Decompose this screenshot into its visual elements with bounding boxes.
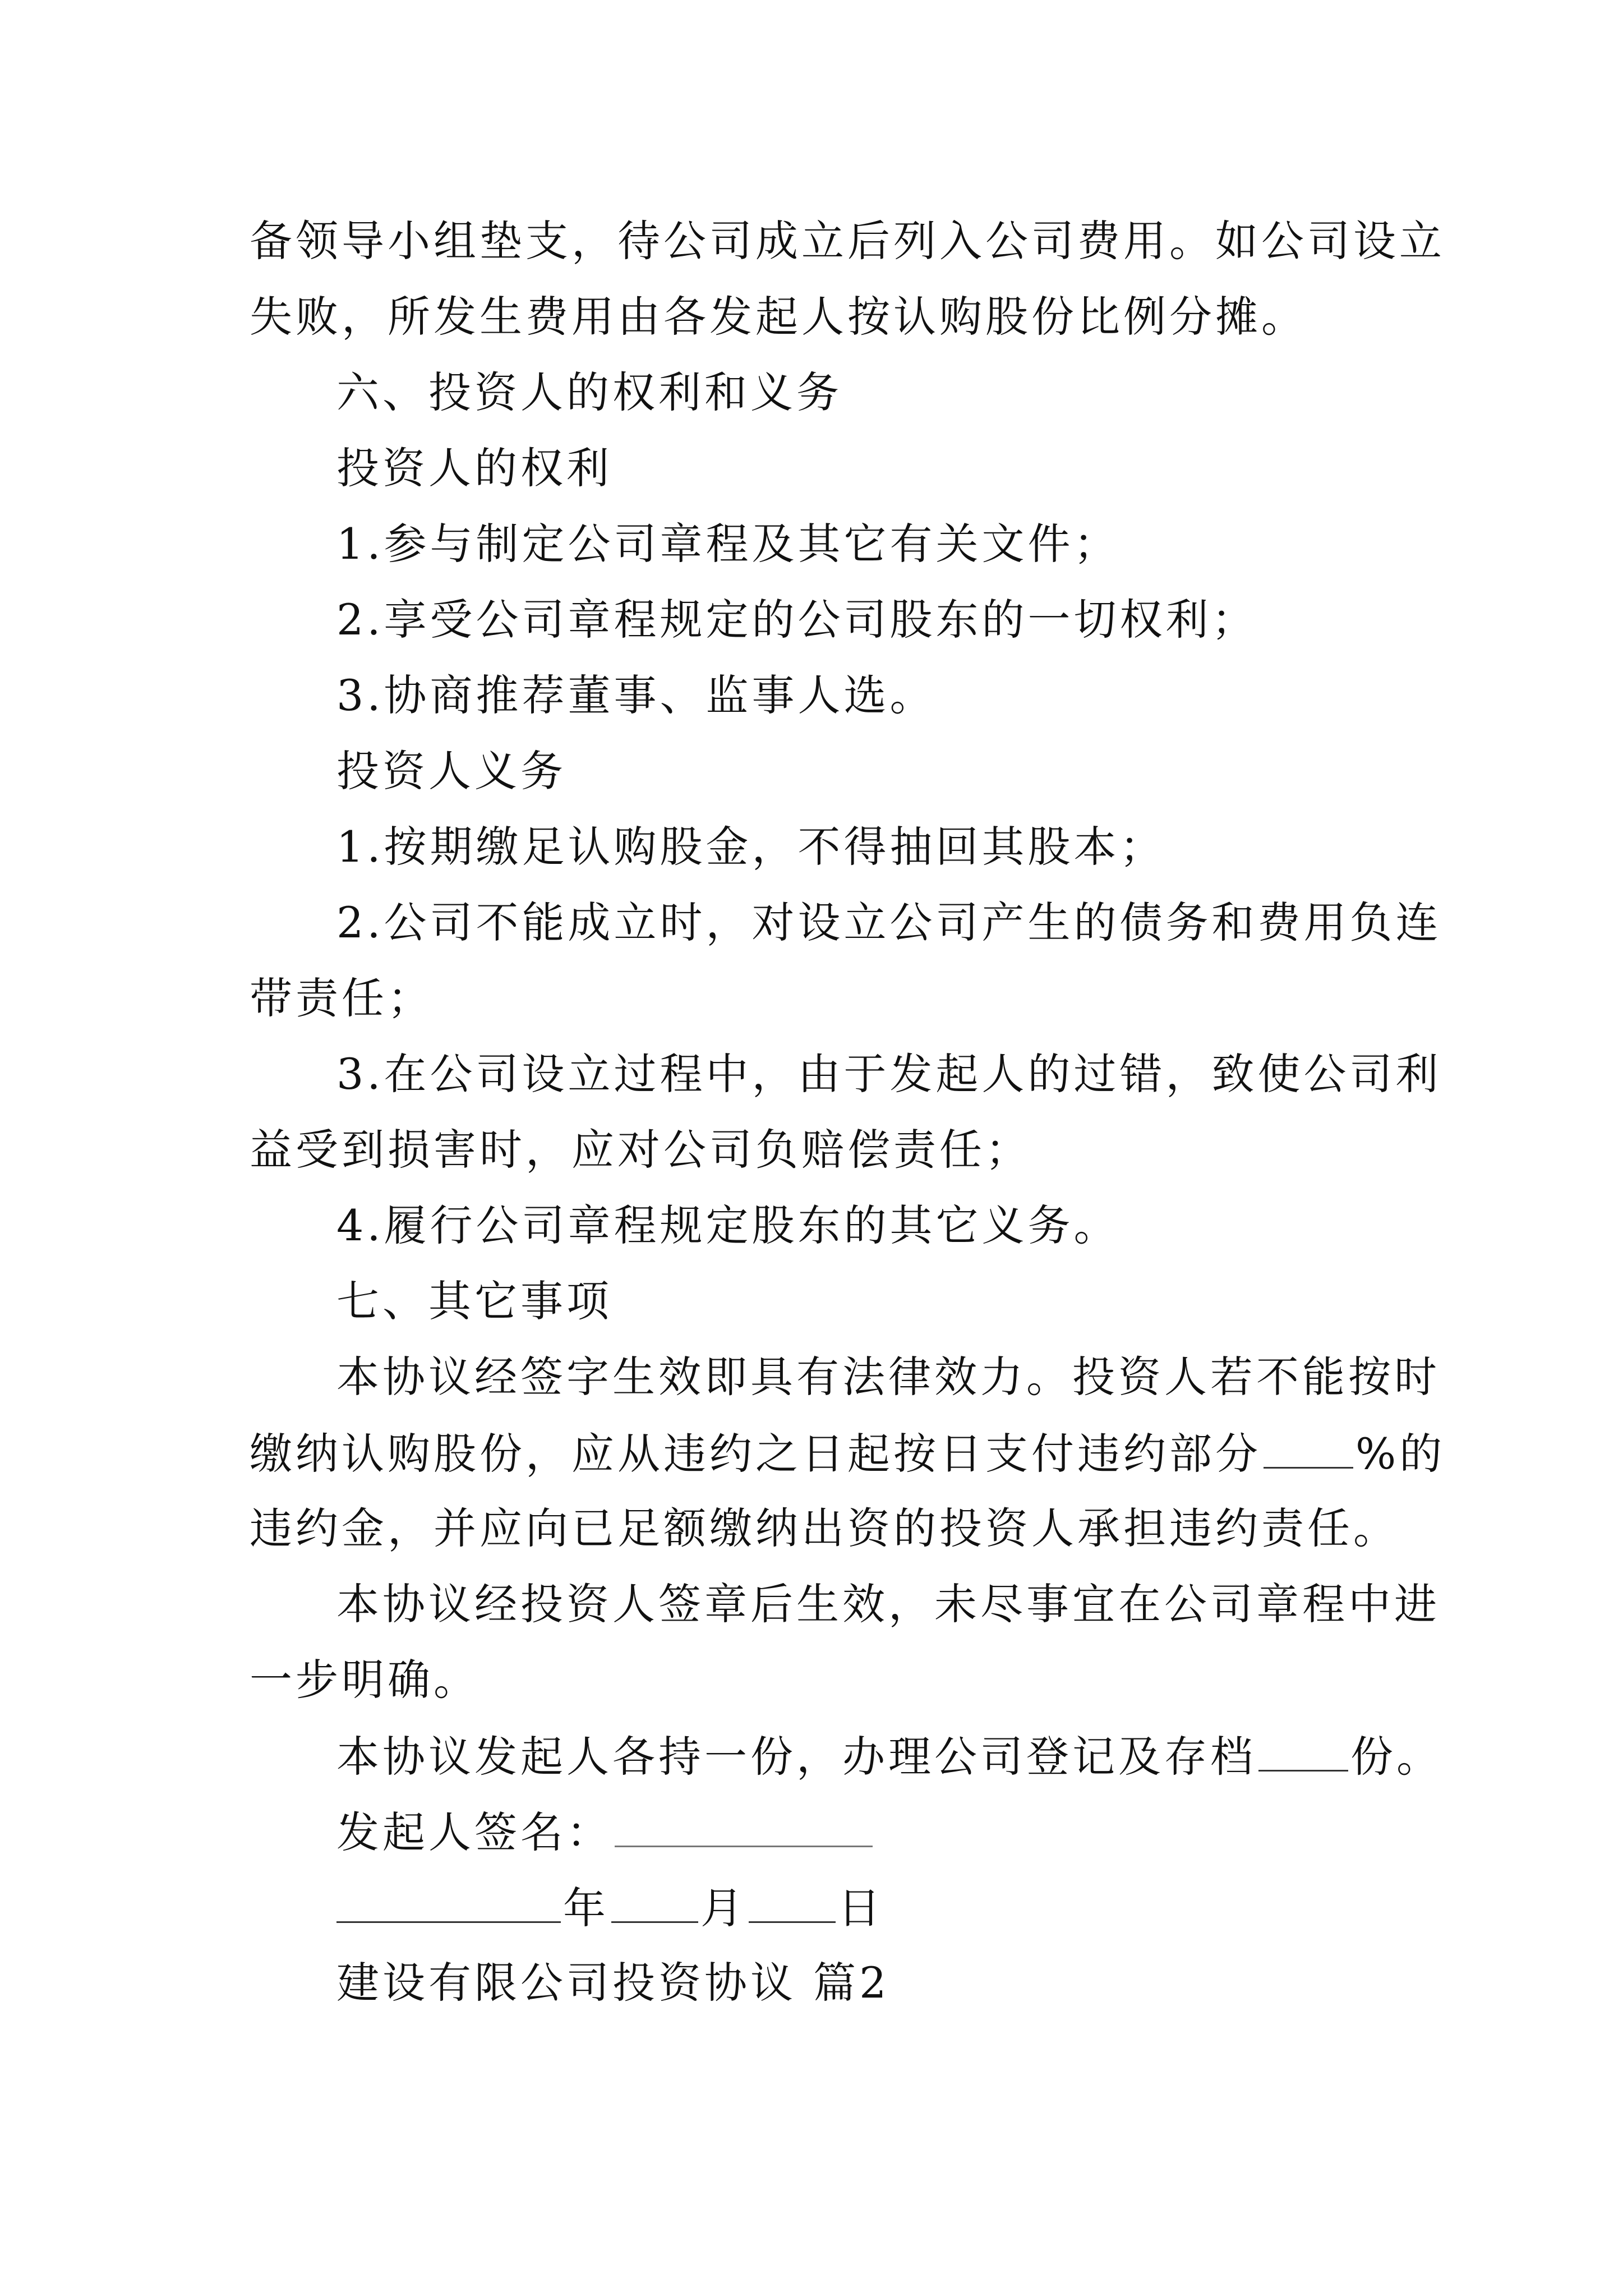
- list-item: 1.参与制定公司章程及其它有关文件；: [336, 519, 1120, 569]
- list-item: 3.在公司设立过程中，由于发起人的过错，致使公司利: [336, 1049, 1442, 1099]
- penalty-rate-blank[interactable]: [1264, 1428, 1353, 1469]
- year-blank[interactable]: [336, 1882, 561, 1923]
- next-section-title: 建设有限公司投资协议 篇2: [336, 1958, 890, 2008]
- paragraph-line: 本协议经投资人签章后生效，未尽事宜在公司章程中进: [336, 1579, 1440, 1629]
- copies-text-before: 本协议发起人各持一份，办理公司登记及存档: [336, 1732, 1256, 1782]
- signature-label: 发起人签名：: [336, 1807, 612, 1857]
- day-blank[interactable]: [749, 1882, 836, 1923]
- date-year-label: 年: [563, 1883, 609, 1933]
- list-item: 3.协商推荐董事、监事人选。: [336, 670, 936, 720]
- month-blank[interactable]: [611, 1882, 698, 1923]
- penalty-clause-line: [250, 1428, 1445, 1479]
- paragraph-line: 备领导小组垫支，待公司成立后列入公司费用。如公司设立: [250, 216, 1445, 266]
- paragraph-line: 违约金，并应向已足额缴纳出资的投资人承担违约责任。: [250, 1503, 1399, 1553]
- paragraph-line: 本协议经签字生效即具有法律效力。投资人若不能按时: [336, 1352, 1440, 1402]
- penalty-text-after: %的: [1355, 1429, 1446, 1479]
- signature-line: [336, 1806, 875, 1858]
- signature-blank[interactable]: [615, 1806, 873, 1847]
- date-day-label: 日: [838, 1883, 884, 1933]
- date-month-label: 月: [700, 1883, 746, 1933]
- copies-text-after: 份。: [1350, 1732, 1442, 1782]
- subheading-investor-obligations: 投资人义务: [336, 746, 566, 796]
- section-heading-other-matters: 七、其它事项: [336, 1276, 612, 1326]
- list-item-continuation: 益受到损害时，应对公司负赔偿责任；: [250, 1125, 1031, 1175]
- copies-clause-line: [336, 1731, 1442, 1782]
- paragraph-line: 一步明确。: [250, 1655, 479, 1705]
- paragraph-line: 失败，所发生费用由各发起人按认购股份比例分摊。: [250, 292, 1307, 342]
- copies-count-blank[interactable]: [1258, 1731, 1348, 1772]
- penalty-text-before: 缴纳认购股份，应从违约之日起按日支付违约部分: [250, 1429, 1261, 1479]
- list-item: 4.履行公司章程规定股东的其它义务。: [336, 1200, 1120, 1250]
- date-line: [336, 1882, 884, 1934]
- list-item: 2.公司不能成立时，对设立公司产生的债务和费用负连: [336, 898, 1442, 947]
- subheading-investor-rights: 投资人的权利: [336, 443, 612, 493]
- list-item: 1.按期缴足认购股金，不得抽回其股本；: [336, 822, 1166, 872]
- list-item-continuation: 带责任；: [250, 973, 434, 1023]
- section-heading-rights-obligations: 六、投资人的权利和义务: [336, 367, 842, 417]
- list-item: 2.享受公司章程规定的公司股东的一切权利；: [336, 595, 1258, 645]
